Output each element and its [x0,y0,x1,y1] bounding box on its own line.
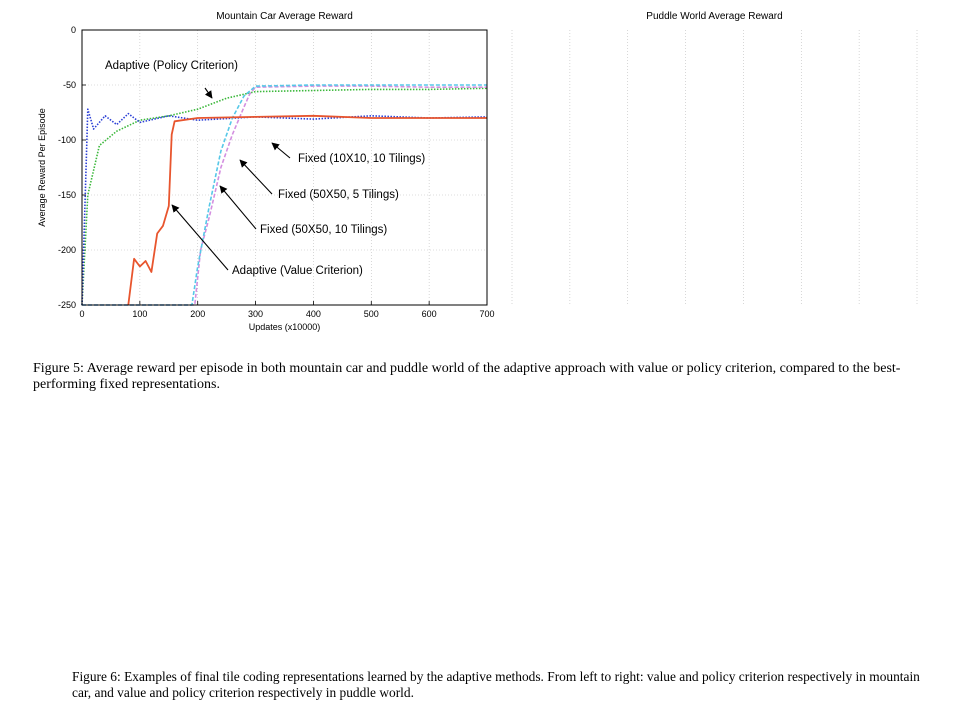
figure-5-text: Average reward per episode in both mountain car and puddle world of the adaptive approach with value or policy criterion, compared to the best-performing fixed representations. [33,361,901,392]
tile-panel-mountain-car-value [16,413,241,640]
figure-5-caption [33,361,933,393]
figure-5-label: Figure 5: [33,361,84,376]
y-tick-label: -250 [57,300,76,310]
mountain-car-chart [0,0,500,345]
x-tick-label: 0 [79,309,85,319]
annotation-fixed-50x50-10-tilings: Fixed (50X50, 10 Tilings) [260,224,388,236]
annotation-arrow [272,143,290,158]
annotation-arrow [240,160,272,194]
annotation-fixed-10x10-10-tilings: Fixed (10X10, 10 Tilings) [298,153,426,165]
x-tick-label: 600 [421,309,437,319]
annotation-arrow [220,186,256,229]
y-tick-label: -200 [57,245,76,255]
annotation-adaptive-policy-criterion: Adaptive (Policy Criterion) [105,60,238,72]
x-tick-label: 200 [190,309,206,319]
x-tick-label: 700 [479,309,495,319]
chart-title: Mountain Car Average Reward [216,11,353,22]
figure-6-caption [72,669,932,701]
tile-panel-puddle-world-policy [722,413,948,633]
tile-panel-mountain-car-policy [255,413,477,635]
tile-panel-puddle-world-value [487,413,712,641]
x-tick-label: 400 [305,309,321,319]
y-tick-label: 0 [70,25,76,35]
annotation-fixed-50x50-5-tilings: Fixed (50X50, 5 Tilings) [278,189,399,201]
annotation-arrow [205,88,212,98]
annotation-adaptive-value-criterion: Adaptive (Value Criterion) [232,265,363,277]
figure-6-text: Examples of final tile coding representations learned by the adaptive methods. From left to right: value and policy criterion respectively in mountain car, and value and policy criterion respectively in puddle world. [72,669,920,700]
x-tick-label: 500 [363,309,379,319]
y-tick-label: -100 [57,135,76,145]
puddle-world-chart [470,0,960,345]
x-tick-label: 300 [248,309,264,319]
y-tick-label: -150 [57,190,76,200]
x-axis-label: Updates (x10000) [248,322,321,332]
y-tick-label: -50 [62,80,76,90]
figure-6-label: Figure 6: [72,669,121,684]
chart-title: Puddle World Average Reward [646,11,783,22]
x-tick-label: 100 [132,309,148,319]
y-axis-label: Average Reward Per Episode [37,108,47,227]
